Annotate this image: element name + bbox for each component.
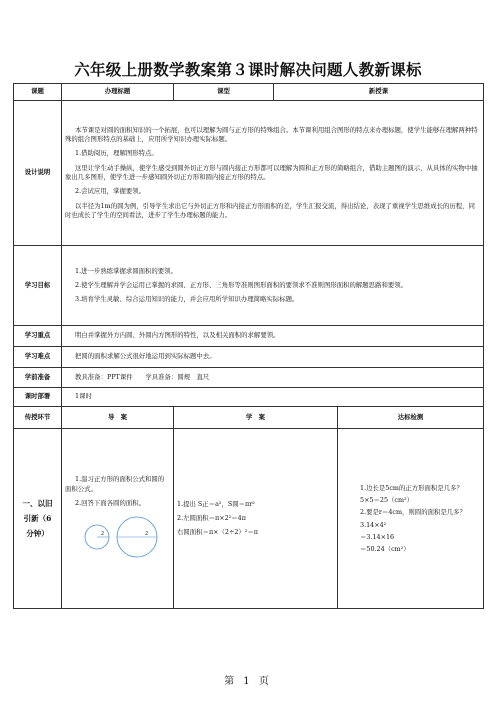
key-row — [14, 326, 484, 347]
difficulty-text-value: 把圆的面积求解公式很好地运用到实际标题中去。 — [75, 352, 216, 361]
goals-row — [14, 246, 484, 326]
check-item: 3.14×4² — [360, 520, 387, 529]
design-paragraph: 2.尝试应用，掌握要领。 — [75, 187, 146, 196]
step1-learn — [174, 429, 338, 609]
prep-text-value: 教具准备：PPT课件 学具准备：圆规 直尺 — [75, 372, 210, 381]
column-header-step: 传授环节 — [14, 407, 62, 429]
key-text-value: 明白并掌握外方内圆、外圆内方图形的特性，以及相关面积的求解要领。 — [75, 331, 280, 340]
lesson-plan-table — [13, 83, 484, 609]
topic-value: 办理标题 — [62, 84, 174, 101]
design-paragraph: 本节课是对圆的面积知识的一个拓展，也可以理解为圆与正方形的特殊组合。本节课利用组合图形的特点来办理标题，使学生能够在理解两种特殊的组合图形特点的基础上，应用所学知识办理实际标题。 — [65, 125, 478, 144]
hours-row — [14, 388, 484, 407]
difficulty-label: 学习难点 — [14, 347, 62, 368]
design-content — [62, 101, 484, 246]
key-text — [62, 326, 484, 347]
step1-row — [14, 429, 484, 609]
hours-text — [62, 388, 484, 407]
learn-item: 1.提出 S正＝a²，S圆＝πr² — [177, 499, 255, 508]
check-item: ＝50.24（cm²） — [360, 544, 410, 553]
prep-text — [62, 368, 484, 388]
goal-item: 2.使学生理解并学会运用已掌握的求圆、正方形、三角形等准则图形面积的要领求不准则图形面积的解题思路和要领。 — [75, 280, 408, 289]
document-title: 六年级上册数学教案第３课时解决问题人教新课标 — [74, 60, 422, 79]
goal-item: 1.进一步熟练掌握求圆面积的要领。 — [75, 266, 177, 275]
column-header-learn: 学 案 — [174, 407, 338, 429]
topic-row — [14, 84, 484, 101]
hours-text-value: 1课时 — [75, 392, 92, 401]
check-item: 5×5＝25（cm²） — [360, 496, 413, 505]
check-item: 2.要是r＝4cm，则圆的面积是几多？ — [360, 508, 466, 517]
prep-label: 学前准备 — [14, 368, 62, 388]
guide-item: 1.温习正方形的面积公式和圆的面积公式。 — [65, 475, 165, 493]
hours-label: 课时部署 — [14, 388, 62, 407]
prep-row — [14, 368, 484, 388]
step1-label: 一、以旧引新（6分钟） — [14, 429, 62, 609]
goal-item: 3.培育学生灵敏、综合运用知识的能力，并会应用所学知识办理简略实际标题。 — [75, 295, 299, 304]
circles-figure — [75, 516, 165, 558]
topic-label: 课题 — [14, 84, 62, 101]
step1-guide — [62, 429, 174, 609]
learn-item: 右圆面积＝π×（2÷2）²＝π — [177, 528, 258, 537]
type-label: 课型 — [174, 84, 274, 101]
large-circle-label: 2 — [145, 531, 149, 538]
page-number: 第 1 页 — [224, 676, 272, 687]
check-item: 1.边长是5cm的正方形面积是几多？ — [360, 483, 463, 492]
design-paragraph: 1.借助阅历，理解图形特点。 — [75, 149, 158, 158]
goals-label: 学习目标 — [14, 246, 62, 326]
type-value: 新授课 — [274, 84, 484, 101]
learn-item: 2.左圆面积＝π×2²＝4π — [177, 513, 246, 522]
design-label: 设计说明 — [14, 101, 62, 246]
design-paragraph: 这里让学生动手操纵，使学生感受到圆外切正方形与圆内接正方形都可以理解为圆和正方形的简略组合，借助主题图的演示，从具体的实物中抽象出几多图形，使学生进一步感知圆外切正方形和圆内接正方形的特点。 — [65, 163, 478, 181]
design-row — [14, 101, 484, 246]
difficulty-row — [14, 347, 484, 368]
guide-item: 2.回答下面各圆的面积。 — [75, 499, 146, 507]
small-circle-label: 2 — [101, 531, 105, 538]
design-paragraph: 以半径为1m的圆为例，引导学生求出它与外切正方形和内接正方形面积的差，学生汇报交流，得出结论，表现了重视学生思维成长的历程，同时也成长了学生的空间看法，进步了学生办理标题的能力。 — [65, 201, 475, 219]
columns-header-row — [14, 407, 484, 429]
goals-content — [62, 246, 484, 326]
column-header-check: 达标检测 — [338, 407, 484, 429]
step1-check — [338, 429, 484, 609]
key-label: 学习重点 — [14, 326, 62, 347]
check-item: ＝3.14×16 — [360, 532, 395, 541]
column-header-guide: 导 案 — [62, 407, 174, 429]
difficulty-text — [62, 347, 484, 368]
